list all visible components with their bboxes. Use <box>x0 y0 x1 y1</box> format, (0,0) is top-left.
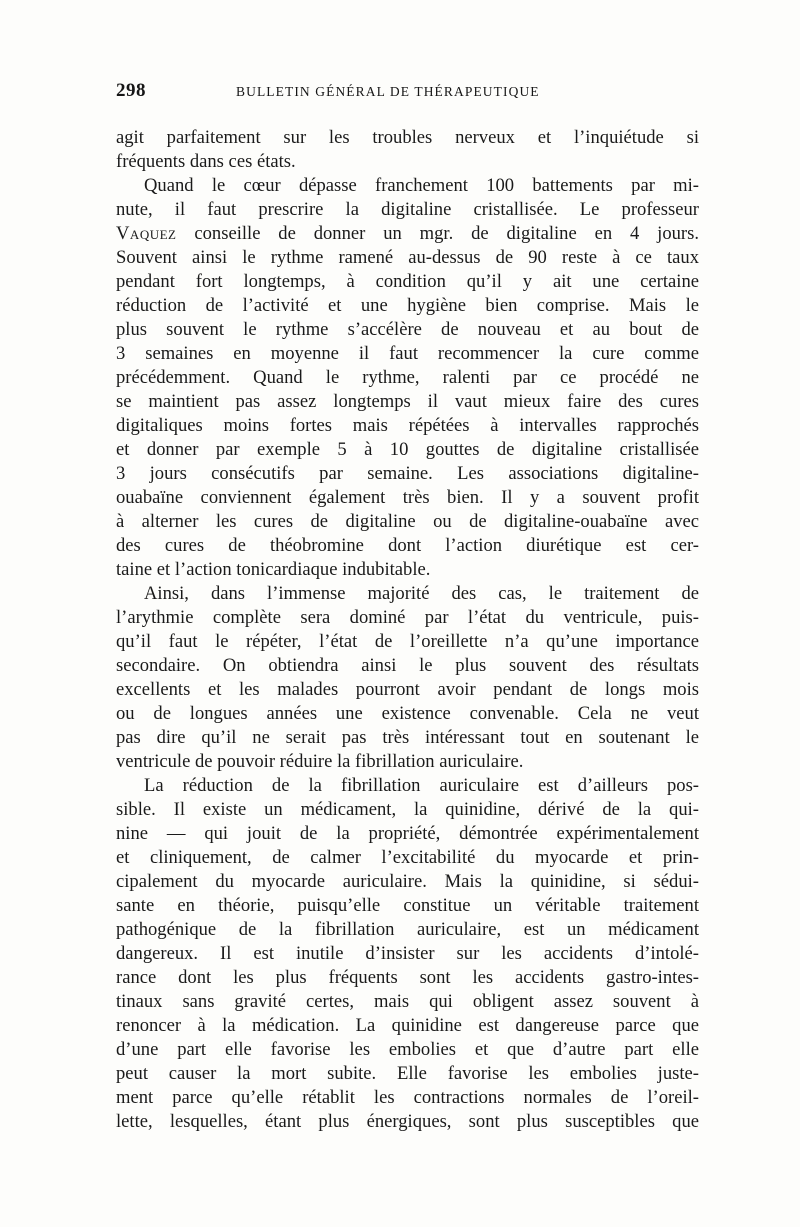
text-line: réduction de l’activité et une hygiène bien comprise. Mais le <box>116 295 699 316</box>
text-line: peut causer la mort subite. Elle favorise les embolies juste- <box>116 1063 699 1084</box>
text-line: pendant fort longtemps, à condition qu’il y ait une certaine <box>116 271 699 292</box>
text-line: ou de longues années une existence convenable. Cela ne veut <box>116 703 699 724</box>
text-line: Souvent ainsi le rythme ramené au-dessus de 90 reste à ce taux <box>116 247 699 268</box>
text-line: et donner par exemple 5 à 10 gouttes de digitaline cristallisée <box>116 439 699 460</box>
text-line: à alterner les cures de digitaline ou de digitaline-ouabaïne avec <box>116 511 699 532</box>
text-line: d’une part elle favorise les embolies et que d’autre part elle <box>116 1039 699 1060</box>
text-line: Quand le cœur dépasse franchement 100 battements par mi- <box>144 175 699 196</box>
text-line: et cliniquement, de calmer l’excitabilité du myocarde et prin- <box>116 847 699 868</box>
text-line: 3 jours consécutifs par semaine. Les associations digitaline- <box>116 463 699 484</box>
text-line: tinaux sans gravité certes, mais qui obligent assez souvent à <box>116 991 699 1012</box>
text-line: qu’il faut le répéter, l’état de l’oreillette n’a qu’une importance <box>116 631 699 652</box>
text-line: nine — qui jouit de la propriété, démontrée expérimentalement <box>116 823 699 844</box>
text-line: ment parce qu’elle rétablit les contractions normales de l’oreil- <box>116 1087 699 1108</box>
text-line: La réduction de la fibrillation auriculaire est d’ailleurs pos- <box>144 775 699 796</box>
text-fragment: conseille de donner un mgr. de digitaline en 4 jours. <box>194 223 699 244</box>
text-line: sante en théorie, puisqu’elle constitue un véritable traitement <box>116 895 699 916</box>
text-line: agit parfaitement sur les troubles nerveux et l’inquiétude si <box>116 127 699 148</box>
text-line: pathogénique de la fibrillation auriculaire, est un médicament <box>116 919 699 940</box>
text-line: nute, il faut prescrire la digitaline cristallisée. Le professeur <box>116 199 699 220</box>
text-line: ouabaïne conviennent également très bien. Il y a souvent profit <box>116 487 699 508</box>
running-header <box>116 80 699 104</box>
text-line: taine et l’action tonicardiaque indubitable. <box>116 559 431 580</box>
text-line: lette, lesquelles, étant plus énergiques, sont plus susceptibles que <box>116 1111 699 1132</box>
text-line: digitaliques moins fortes mais répétées à intervalles rapprochés <box>116 415 699 436</box>
text-line: des cures de théobromine dont l’action diurétique est cer- <box>116 535 699 556</box>
text-line: pas dire qu’il ne serait pas très intéressant tout en soutenant le <box>116 727 699 748</box>
text-line: excellents et les malades pourront avoir pendant de longs mois <box>116 679 699 700</box>
text-line-with-author <box>116 222 699 246</box>
text-line: précédemment. Quand le rythme, ralenti par ce procédé ne <box>116 367 699 388</box>
text-line: Ainsi, dans l’immense majorité des cas, le traitement de <box>144 583 699 604</box>
text-line: l’arythmie complète sera dominé par l’état du ventricule, puis- <box>116 607 699 628</box>
text-line: dangereux. Il est inutile d’insister sur les accidents d’intolé- <box>116 943 699 964</box>
journal-title: BULLETIN GÉNÉRAL DE THÉRAPEUTIQUE <box>236 84 540 99</box>
text-line: rance dont les plus fréquents sont les accidents gastro-intes- <box>116 967 699 988</box>
text-line: fréquents dans ces états. <box>116 151 296 172</box>
text-line: renoncer à la médication. La quinidine est dangereuse parce que <box>116 1015 699 1036</box>
page-number: 298 <box>116 80 146 101</box>
body-text <box>116 126 699 1134</box>
text-line: sible. Il existe un médicament, la quinidine, dérivé de la qui- <box>116 799 699 820</box>
text-line: cipalement du myocarde auriculaire. Mais la quinidine, si sédui- <box>116 871 699 892</box>
text-line: secondaire. On obtiendra ainsi le plus souvent des résultats <box>116 655 699 676</box>
author-name: Vaquez <box>116 223 177 244</box>
text-line: se maintient pas assez longtemps il vaut mieux faire des cures <box>116 391 699 412</box>
text-line: plus souvent le rythme s’accélère de nouveau et au bout de <box>116 319 699 340</box>
text-line: ventricule de pouvoir réduire la fibrillation auriculaire. <box>116 751 524 772</box>
text-line: 3 semaines en moyenne il faut recommencer la cure comme <box>116 343 699 364</box>
